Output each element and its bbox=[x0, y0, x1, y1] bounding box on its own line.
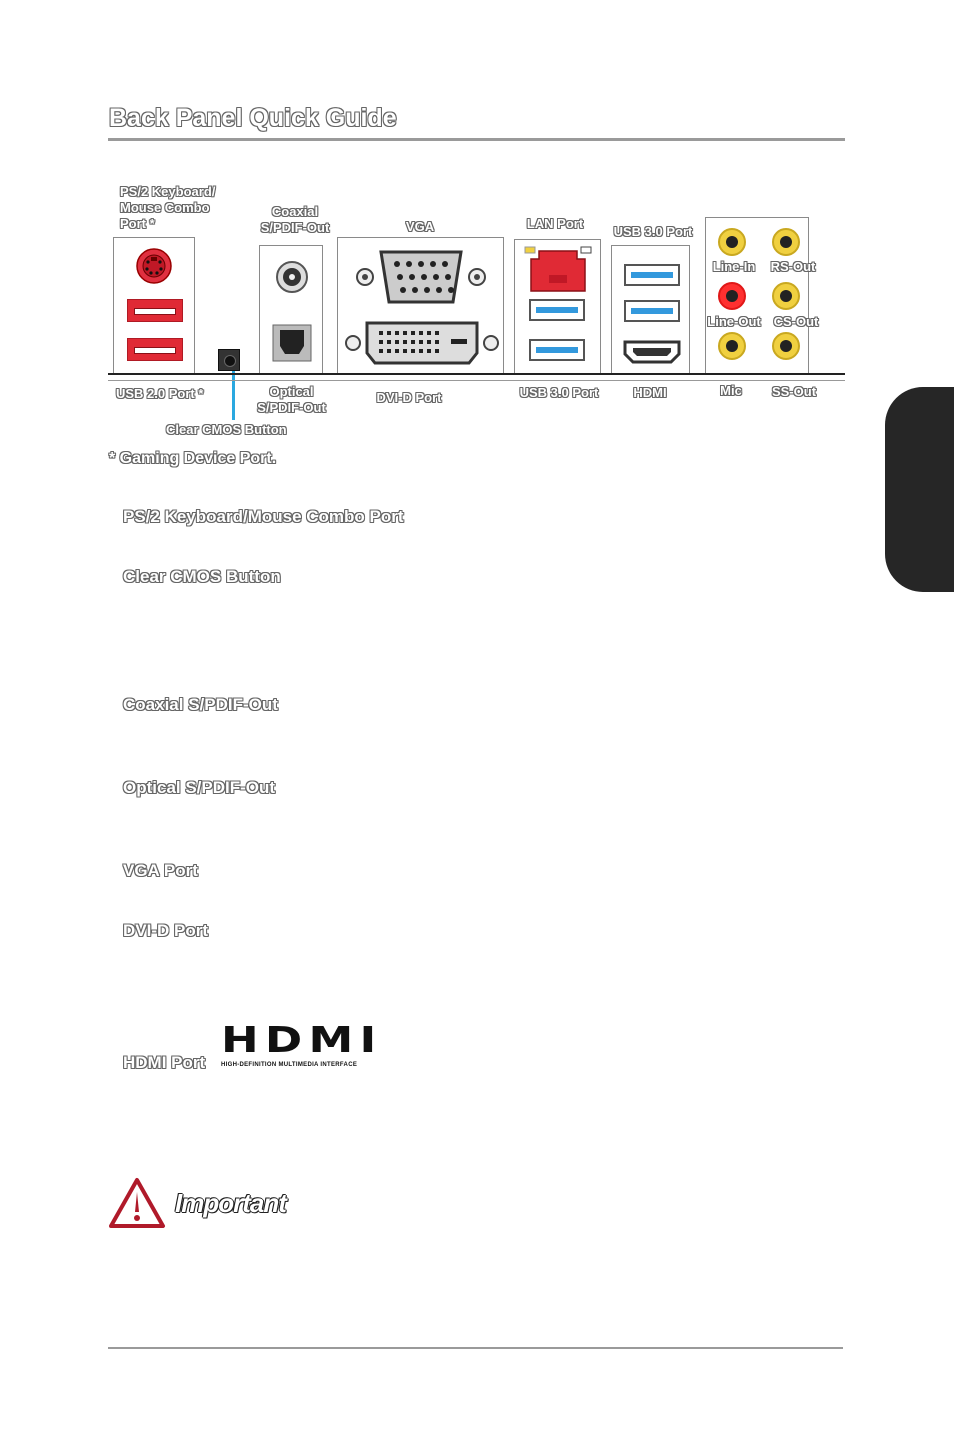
clear-cmos-button bbox=[218, 349, 240, 371]
hdmi-logo-tagline: HIGH-DEFINITION MULTIMEDIA INTERFACE bbox=[221, 1062, 358, 1068]
panel-baseline-shadow bbox=[108, 380, 845, 381]
ps2-usb2-stack bbox=[113, 237, 195, 374]
section-ps2: PS/2 Keyboard/Mouse Combo Port bbox=[123, 507, 404, 526]
audio-jack-stack bbox=[705, 217, 809, 374]
section-vga: VGA Port bbox=[123, 861, 198, 880]
usb2-port-lower bbox=[127, 338, 183, 361]
cs-out-jack bbox=[772, 282, 800, 310]
warning-triangle-icon bbox=[107, 1176, 167, 1230]
chapter-side-tab bbox=[885, 387, 954, 592]
mic-jack bbox=[718, 332, 746, 360]
usb3-port-lan-upper bbox=[529, 299, 585, 321]
rs-out-jack bbox=[772, 228, 800, 256]
footer-divider bbox=[108, 1347, 843, 1349]
section-hdmi: HDMI Port bbox=[123, 1053, 206, 1072]
label-ss-out: SS-Out bbox=[771, 384, 817, 399]
important-label: Important bbox=[175, 1188, 286, 1218]
section-clear-cmos: Clear CMOS Button bbox=[123, 567, 281, 586]
label-dvid: DVI-D Port bbox=[376, 390, 442, 405]
label-optical: Optical S/PDIF-Out bbox=[257, 384, 326, 415]
ss-out-jack bbox=[772, 332, 800, 360]
label-ps2: PS/2 Keyboard/ Mouse Combo Port * bbox=[120, 184, 216, 231]
spdif-stack bbox=[259, 245, 323, 374]
label-clear-cmos: Clear CMOS Button bbox=[166, 422, 287, 437]
page-title: Back Panel Quick Guide bbox=[109, 104, 397, 132]
label-hdmi: HDMI bbox=[633, 385, 667, 400]
usb3-hdmi-stack bbox=[611, 245, 690, 374]
label-cs-out: CS-Out bbox=[773, 314, 819, 329]
gaming-port-footnote: * Gaming Device Port. bbox=[109, 450, 277, 467]
usb3-port-middle bbox=[624, 300, 680, 322]
section-coaxial: Coaxial S/PDIF-Out bbox=[123, 695, 278, 714]
hdmi-logo-wordmark: HDMI bbox=[221, 1020, 383, 1061]
section-optical: Optical S/PDIF-Out bbox=[123, 778, 276, 797]
title-divider bbox=[108, 138, 845, 141]
section-dvid: DVI-D Port bbox=[123, 921, 208, 940]
label-vga: VGA bbox=[405, 219, 435, 234]
lan-usb3-stack bbox=[514, 239, 601, 374]
usb2-port-upper bbox=[127, 299, 183, 322]
video-stack bbox=[337, 237, 504, 374]
line-in-jack bbox=[718, 228, 746, 256]
label-line-in: Line-In bbox=[712, 259, 756, 274]
usb3-port-lan-lower bbox=[529, 339, 585, 361]
vga-port-icon bbox=[353, 246, 489, 308]
label-usb30-top: USB 3.0 Port bbox=[613, 224, 693, 239]
coaxial-jack-icon bbox=[275, 260, 309, 294]
usb3-port-upper bbox=[624, 264, 680, 286]
hdmi-port-icon bbox=[623, 340, 681, 364]
ps2-port-icon bbox=[135, 247, 173, 285]
label-usb20: USB 2.0 Port * bbox=[116, 386, 204, 401]
label-rs-out: RS-Out bbox=[770, 259, 816, 274]
panel-baseline bbox=[108, 373, 845, 375]
dvid-port-icon bbox=[343, 319, 501, 367]
clear-cmos-leader bbox=[232, 371, 235, 420]
optical-port-icon bbox=[272, 324, 312, 362]
label-line-out: Line-Out bbox=[707, 314, 761, 329]
line-out-jack bbox=[718, 282, 746, 310]
hdmi-logo bbox=[221, 1020, 387, 1070]
label-coaxial: Coaxial S/PDIF-Out bbox=[260, 204, 330, 235]
label-mic: Mic bbox=[720, 383, 742, 398]
label-lan: LAN Port bbox=[526, 216, 584, 231]
lan-port-icon bbox=[523, 245, 593, 295]
label-usb30-bottom: USB 3.0 Port bbox=[519, 385, 599, 400]
